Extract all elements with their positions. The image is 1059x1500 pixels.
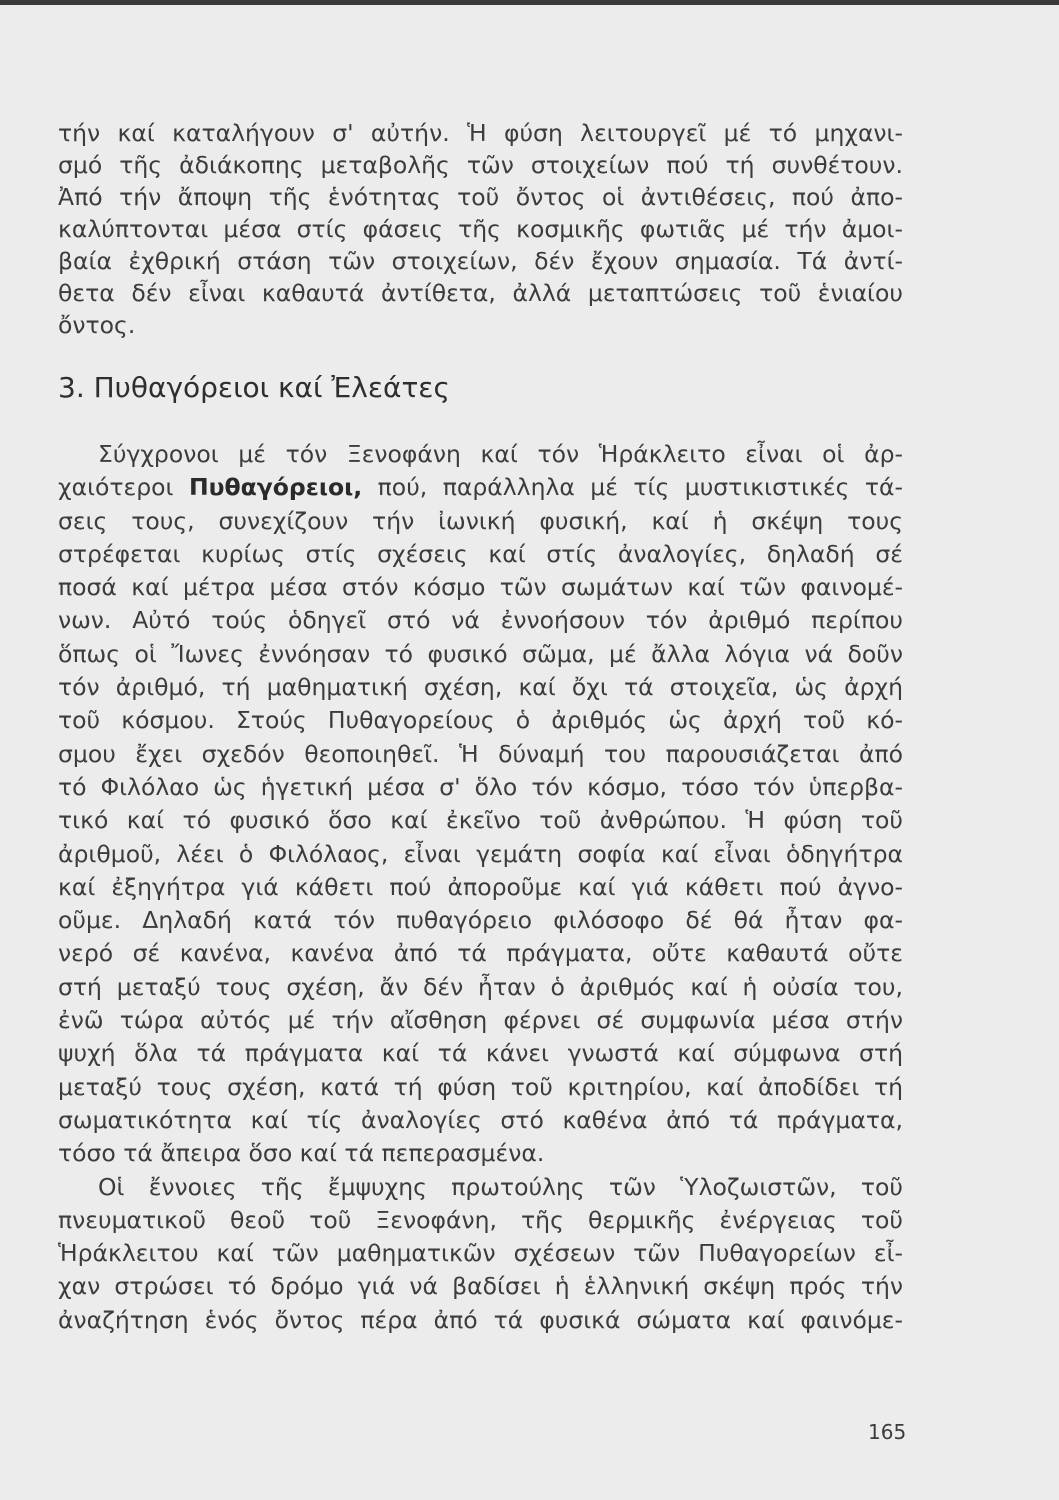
text-line: νερό σέ κανένα, κανένα ἀπό τά πράγματα, οὔτε καθαυτά οὔτε <box>58 939 903 968</box>
text-line: μεταξύ τους σχέση, κατά τή φύση τοῦ κριτηρίου, καί ἀποδίδει τή <box>58 1072 903 1101</box>
text-line: σμου ἔχει σχεδόν θεοποιηθεῖ. Ἡ δύναμή του παρουσιάζεται ἀπό <box>58 739 903 768</box>
text-line: ψυχή ὅλα τά πράγματα καί τά κάνει γνωστά καί σύμφωνα στή <box>58 1039 903 1068</box>
paragraph-main <box>58 438 903 1337</box>
text-line: Ἡράκλειτου καί τῶν μαθηματικῶν σχέσεων τῶν Πυθαγορείων εἶ- <box>58 1239 903 1268</box>
text-line: τόσο τά ἄπειρα ὅσο καί τά πεπερασμένα. <box>58 1139 545 1168</box>
text-line: τό Φιλόλαο ὡς ἡγετική μέσα σ' ὅλο τόν κόσμο, τόσο τόν ὑπερβα- <box>58 772 903 801</box>
text-line <box>58 471 903 504</box>
text-line: Ἀπό τήν ἄποψη τῆς ἑνότητας τοῦ ὄντος οἱ ἀντιθέσεις, πού ἀπο- <box>58 183 903 211</box>
text-line: βαία ἐχθρική στάση τῶν στοιχείων, δέν ἔχουν σημασία. Τά ἀντί- <box>58 247 903 275</box>
text-line: νων. Αὐτό τούς ὁδηγεῖ στό νά ἐννοήσουν τόν ἀριθμό περίπου <box>58 606 903 635</box>
text-line: σμό τῆς ἀδιάκοπης μεταβολῆς τῶν στοιχείων πού τή συνθέτουν. <box>58 151 903 179</box>
text-line: οῦμε. Δηλαδή κατά τόν πυθαγόρειο φιλόσοφο δέ θά ἦταν φα- <box>58 906 903 935</box>
text-line: καί ἐξηγήτρα γιά κάθετι πού ἀποροῦμε καί γιά κάθετι πού ἀγνο- <box>58 872 903 901</box>
scan-top-edge <box>0 0 1059 5</box>
text-line: Οἱ ἔννοιες τῆς ἔμψυχης πρωτούλης τῶν Ὑλοζωιστῶν, τοῦ <box>98 1172 903 1201</box>
text-segment: χαιότεροι <box>58 473 189 502</box>
text-line: τικό καί τό φυσικό ὅσο καί ἐκεῖνο τοῦ ἀνθρώπου. Ἡ φύση τοῦ <box>58 806 903 835</box>
text-line: σωματικότητα καί τίς ἀναλογίες στό καθένα ἀπό τά πράγματα, <box>58 1105 903 1134</box>
section-heading: 3. Πυθαγόρειοι καί Ἐλεάτες <box>58 371 450 404</box>
text-line: στρέφεται κυρίως στίς σχέσεις καί στίς ἀναλογίες, δηλαδή σέ <box>58 539 903 568</box>
text-line: στή μεταξύ τους σχέση, ἄν δέν ἦταν ὁ ἀριθμός καί ἡ οὐσία του, <box>58 972 903 1001</box>
text-line: πνευματικοῦ θεοῦ τοῦ Ξενοφάνη, τῆς θερμικῆς ἐνέργειας τοῦ <box>58 1205 903 1234</box>
text-line: ἀναζήτηση ἑνός ὄντος πέρα ἀπό τά φυσικά σώματα καί φαινόμε- <box>58 1305 903 1334</box>
text-line: τοῦ κόσμου. Στούς Πυθαγορείους ὁ ἀριθμός ὡς ἀρχή τοῦ κό- <box>58 706 903 735</box>
text-line: τόν ἀριθμό, τή μαθηματική σχέση, καί ὄχι τά στοιχεῖα, ὡς ἀρχή <box>58 673 903 702</box>
text-line: καλύπτονται μέσα στίς φάσεις τῆς κοσμικῆς φωτιᾶς μέ τήν ἀμοι- <box>58 215 903 243</box>
page-number: 165 <box>868 1420 907 1444</box>
text-line: θετα δέν εἶναι καθαυτά ἀντίθετα, ἀλλά μεταπτώσεις τοῦ ἑνιαίου <box>58 279 903 307</box>
text-line: ἐνῶ τώρα αὐτός μέ τήν αἴσθηση φέρνει σέ συμφωνία μέσα στήν <box>58 1006 903 1035</box>
text-line: σεις τους, συνεχίζουν τήν ἰωνική φυσική, καί ἡ σκέψη τους <box>58 506 903 535</box>
text-line: ἀριθμοῦ, λέει ὁ Φιλόλαος, εἶναι γεμάτη σοφία καί εἶναι ὁδηγήτρα <box>58 839 903 868</box>
text-line: ὅπως οἱ Ἴωνες ἐννόησαν τό φυσικό σῶμα, μέ ἄλλα λόγια νά δοῦν <box>58 639 903 668</box>
text-line: ὄντος. <box>58 311 136 339</box>
bold-term-pythagoreans: Πυθαγόρειοι, <box>188 473 363 502</box>
text-line: ποσά καί μέτρα μέσα στόν κόσμο τῶν σωμάτων καί τῶν φαινομέ- <box>58 573 903 602</box>
text-line: τήν καί καταλήγουν σ' αὐτήν. Ἡ φύση λειτουργεῖ μέ τό μηχανι- <box>58 119 903 147</box>
paragraph-continued <box>58 117 903 341</box>
text-line: χαν στρώσει τό δρόμο γιά νά βαδίσει ἡ ἑλληνική σκέψη πρός τήν <box>58 1272 903 1301</box>
text-line: Σύγχρονοι μέ τόν Ξενοφάνη καί τόν Ἡράκλειτο εἶναι οἱ ἀρ- <box>98 440 903 468</box>
text-segment: πού, παράλληλα μέ τίς μυστικιστικές τά- <box>362 473 903 502</box>
